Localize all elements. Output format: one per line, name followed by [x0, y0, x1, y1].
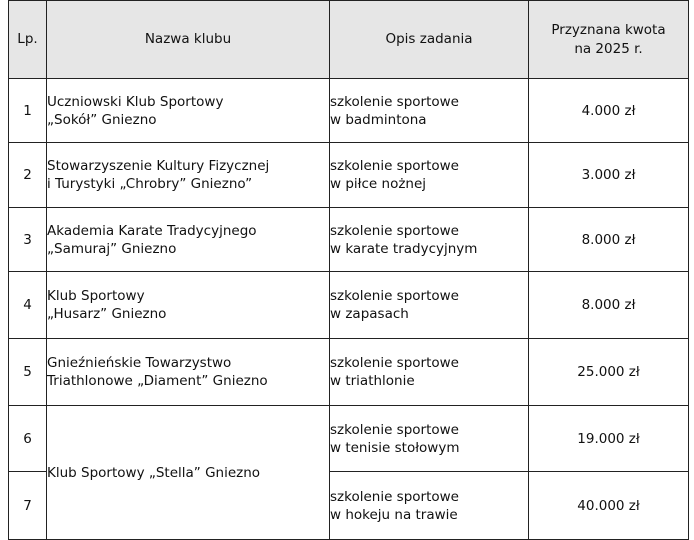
header-club-name: Nazwa klubu: [47, 1, 330, 79]
task-description: [330, 339, 529, 406]
club-name: [47, 208, 330, 272]
club-name: [47, 79, 330, 143]
club-name-line: i Turystyki „Chrobry” Gniezno”: [47, 176, 253, 192]
task-description: [330, 272, 529, 339]
task-description: [330, 143, 529, 208]
task-line: w hokeju na trawie: [330, 506, 458, 523]
table-row: [9, 339, 689, 406]
granted-amount: 19.000 zł: [529, 406, 689, 472]
row-number: 7: [9, 472, 47, 540]
task-description: [330, 406, 529, 472]
header-row: [9, 1, 689, 79]
table-row: [9, 143, 689, 208]
task-description: [330, 472, 529, 540]
club-name-line: „Samuraj” Gniezno: [47, 240, 177, 257]
granted-amount: 25.000 zł: [529, 339, 689, 406]
task-line: w tenisie stołowym: [330, 439, 460, 456]
club-name: [47, 272, 330, 339]
club-name-line: Klub Sportowy: [47, 288, 145, 304]
header-task-description: Opis zadania: [330, 1, 529, 79]
club-name-line: „Sokół” Gniezno: [47, 111, 157, 128]
table-row: [9, 272, 689, 339]
task-description: [330, 208, 529, 272]
task-description: [330, 79, 529, 143]
row-number: 3: [9, 208, 47, 272]
table-row: [9, 208, 689, 272]
granted-amount: 4.000 zł: [529, 79, 689, 143]
task-line: szkolenie sportowe: [330, 222, 459, 239]
header-granted-amount: [529, 1, 689, 79]
club-name: [47, 339, 330, 406]
granted-amount: 3.000 zł: [529, 143, 689, 208]
task-line: szkolenie sportowe: [330, 488, 459, 505]
task-line: szkolenie sportowe: [330, 158, 459, 174]
club-name: [47, 143, 330, 208]
club-name: [47, 406, 330, 540]
granted-amount: 8.000 zł: [529, 208, 689, 272]
header-amount-line-2: na 2025 r.: [574, 40, 643, 57]
row-number: 5: [9, 339, 47, 406]
header-lp: Lp.: [9, 1, 47, 79]
club-name-line: „Husarz” Gniezno: [47, 306, 167, 322]
grants-table: [8, 0, 689, 540]
row-number: 1: [9, 79, 47, 143]
row-number: 4: [9, 272, 47, 339]
club-name-line: Akademia Karate Tradycyjnego: [47, 222, 257, 239]
row-number: 2: [9, 143, 47, 208]
task-line: szkolenie sportowe: [330, 288, 459, 304]
task-line: w triathlonie: [330, 373, 415, 389]
granted-amount: 8.000 zł: [529, 272, 689, 339]
club-name-line: Triathlonowe „Diament” Gniezno: [47, 373, 268, 389]
task-line: w badmintona: [330, 111, 427, 128]
row-number: 6: [9, 406, 47, 472]
table-row: [9, 406, 689, 472]
header-amount-line-1: Przyznana kwota: [551, 21, 666, 38]
club-name-line: Gnieźnieńskie Towarzystwo: [47, 355, 232, 371]
club-name-line: Klub Sportowy „Stella” Gniezno: [47, 464, 261, 481]
club-name-line: Stowarzyszenie Kultury Fizycznej: [47, 158, 270, 174]
task-line: szkolenie sportowe: [330, 355, 459, 371]
task-line: w karate tradycyjnym: [330, 240, 478, 257]
granted-amount: 40.000 zł: [529, 472, 689, 540]
task-line: szkolenie sportowe: [330, 421, 459, 438]
task-line: w piłce nożnej: [330, 176, 427, 192]
task-line: szkolenie sportowe: [330, 93, 459, 110]
task-line: w zapasach: [330, 306, 409, 322]
club-name-line: Uczniowski Klub Sportowy: [47, 93, 224, 110]
table-row: [9, 79, 689, 143]
